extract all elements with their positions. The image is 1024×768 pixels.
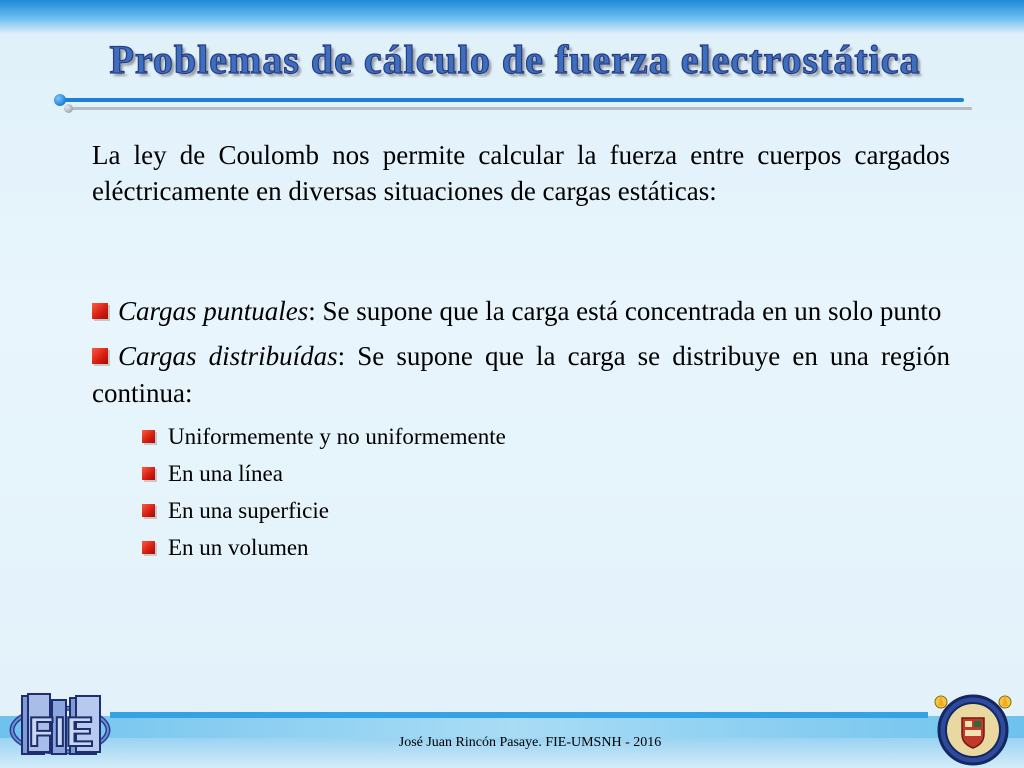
fie-logo-icon [8, 690, 114, 760]
sub-item-text: En un volumen [168, 535, 309, 560]
university-seal-icon [932, 690, 1014, 766]
square-bullet-icon [92, 348, 108, 364]
sub-item-text: En una línea [168, 461, 283, 486]
top-gradient-band [0, 0, 1024, 34]
title-rule-dot-grey [64, 104, 73, 113]
item-text: : Se supone que la carga está concentrada en un solo punto [308, 296, 942, 326]
slide-title: Problemas de cálculo de fuerza electrostática [109, 37, 921, 82]
slide-body [92, 137, 950, 566]
sub-list-item [142, 529, 950, 566]
bullet-item-point-charges [92, 293, 950, 330]
sub-item-text: En una superficie [168, 498, 329, 523]
footer-strip [110, 712, 928, 718]
square-bullet-icon [142, 467, 155, 480]
title-underline-blue [60, 98, 964, 102]
fie-logo-text: FIE [28, 708, 94, 755]
square-bullet-icon [142, 430, 155, 443]
item-term: Cargas distribuídas [118, 341, 338, 371]
item-text: : Se supone que la carga se distribuye en una región continua: [92, 341, 950, 408]
item-term: Cargas puntuales [118, 296, 309, 326]
square-bullet-icon [142, 541, 155, 554]
bullet-item-distributed-charges [92, 338, 950, 412]
sub-list-item [142, 455, 950, 492]
sub-list-item [142, 492, 950, 529]
sub-list-item [142, 418, 950, 455]
square-bullet-icon [142, 504, 155, 517]
intro-paragraph: La ley de Coulomb nos permite calcular la fuerza entre cuerpos cargados eléctricamente en diversas situaciones de cargas estáticas: [92, 140, 950, 206]
sub-item-text: Uniformemente y no uniformemente [168, 424, 506, 449]
square-bullet-icon [92, 303, 108, 319]
title-underline-grey [70, 107, 972, 110]
sub-bullet-list [142, 418, 950, 566]
title-rule-dot-blue [54, 94, 66, 106]
footer-credit: José Juan Rincón Pasaye. FIE-UMSNH - 2016 [398, 735, 662, 750]
